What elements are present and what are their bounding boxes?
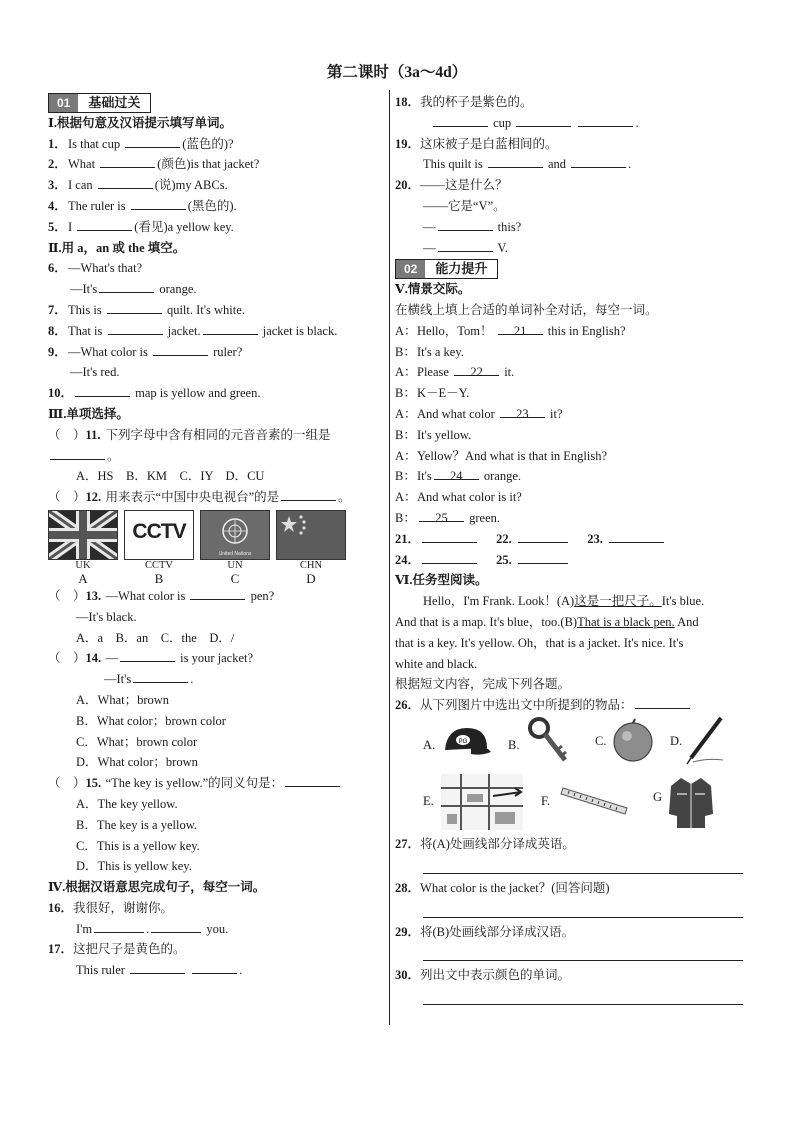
question-15: （ ）15. “The key is yellow.”的同义句是： xyxy=(48,773,383,794)
question-27: 27．将(A)处画线部分译成英语。 xyxy=(395,836,575,851)
cctv-logo-text: CCTV xyxy=(132,519,186,543)
passage-line-4: white and black. xyxy=(395,656,478,671)
question-14: （ ）14. — is your jacket? xyxy=(48,648,383,669)
question-19: 19．这床被子是白蓝相间的。 xyxy=(395,136,558,151)
section-number: 02 xyxy=(396,260,425,278)
part-vi-heading: Ⅵ.任务型阅读。 xyxy=(395,573,488,588)
answer-blank[interactable] xyxy=(438,238,493,252)
picture-label: C. xyxy=(595,733,607,748)
question-12-images xyxy=(48,510,383,586)
section-number: 01 xyxy=(49,94,78,112)
answer-blank[interactable] xyxy=(151,919,201,933)
question-30: 30．列出文中表示颜色的单词。 xyxy=(395,968,571,983)
china-flag-image[interactable] xyxy=(276,510,346,560)
question-15-option-b[interactable]: B．The key is a yellow. xyxy=(76,817,198,832)
answer-blank[interactable] xyxy=(192,960,237,974)
question-7: 7．This is quilt. It's white. xyxy=(48,300,383,321)
dialog-line: A：Hello，Tom！ 21 this in English? xyxy=(395,321,747,342)
question-26-pictures xyxy=(395,716,747,834)
answer-blank[interactable] xyxy=(518,529,568,543)
passage-line-1: Hello，I'm Frank. Look！(A)这是一把尺子。It's blue. xyxy=(423,594,705,609)
dialog xyxy=(395,321,747,529)
question-2: 2．What (颜色)is that jacket? xyxy=(48,154,383,175)
answer-blank[interactable] xyxy=(571,154,626,168)
cap-logo-text: PG xyxy=(458,738,468,745)
answer-blank[interactable] xyxy=(422,529,477,543)
question-14-option-c[interactable]: C．What；brown color xyxy=(76,734,198,749)
answer-blank[interactable] xyxy=(516,113,571,127)
picture-label: B. xyxy=(508,737,520,752)
answer-line[interactable] xyxy=(423,899,743,918)
picture-label: A. xyxy=(423,737,436,752)
key-picture[interactable] xyxy=(527,716,571,766)
question-4: 4．The ruler is (黑色的). xyxy=(48,196,383,217)
section-label: 基础过关 xyxy=(88,95,141,110)
question-1: 1．Is that cup (蓝色的)? xyxy=(48,134,383,155)
answer-line[interactable] xyxy=(423,855,743,874)
section-badge-advanced xyxy=(395,258,747,279)
picture-label: G xyxy=(653,789,663,804)
underlined-a: 这是一把尺子。 xyxy=(574,594,662,609)
map-picture[interactable] xyxy=(441,774,523,830)
un-flag-image[interactable] xyxy=(200,510,270,560)
answer-blank[interactable] xyxy=(130,960,185,974)
question-3: 3．I can (说)my ABCs. xyxy=(48,175,383,196)
question-29: 29．将(B)处画线部分译成汉语。 xyxy=(395,924,575,939)
question-6-answer: —It's orange. xyxy=(48,279,383,300)
answer-blank[interactable] xyxy=(609,529,664,543)
section-badge-basic xyxy=(48,92,383,113)
question-18: 18．我的杯子是紫色的。 xyxy=(395,95,533,109)
section-label: 能力提升 xyxy=(435,261,488,277)
dialog-line: B： 25 green. xyxy=(395,508,747,529)
answer-blank[interactable] xyxy=(281,487,336,501)
question-13-options[interactable]: A．a B．an C．the D．/ xyxy=(76,630,235,645)
answer-blank[interactable] xyxy=(488,154,543,168)
dialog-blank[interactable]: 21 xyxy=(498,321,543,335)
question-11-blank: 。 xyxy=(48,446,383,467)
question-9-answer: —It's red. xyxy=(70,365,120,380)
question-15-option-d[interactable]: D．This is yellow key. xyxy=(76,859,192,874)
question-17-answer: This ruler . xyxy=(48,960,383,981)
question-8: 8．That is jacket. jacket is black. xyxy=(48,321,383,342)
un-flag-text: United Nations xyxy=(218,550,252,557)
answer-blank[interactable] xyxy=(98,175,153,189)
answer-row-1: 21． 22. 23. xyxy=(395,529,747,550)
answer-blank[interactable] xyxy=(50,446,105,460)
option-letter: C xyxy=(230,570,240,586)
column-divider xyxy=(389,90,390,1025)
answer-line[interactable] xyxy=(423,986,743,1005)
answer-blank[interactable] xyxy=(133,669,188,683)
answer-blank[interactable] xyxy=(77,217,132,231)
question-15-option-c[interactable]: C．This is a yellow key. xyxy=(76,838,200,853)
question-11: （ ）11. 下列字母中含有相同的元音音素的一组是 xyxy=(48,427,331,442)
passage-line-3: that is a key. It's yellow. Oh，that is a jacket. It's nice. It's xyxy=(395,635,684,650)
question-16: 16．我很好，谢谢你。 xyxy=(48,900,174,915)
part-v-heading: Ⅴ.情景交际。 xyxy=(395,282,471,297)
jacket-picture[interactable] xyxy=(667,774,715,830)
option-letter: D xyxy=(306,570,316,586)
cap-picture[interactable] xyxy=(441,724,493,760)
picture-label: D. xyxy=(670,733,683,748)
question-20-line2: ——它是“V”。 xyxy=(423,198,506,213)
question-11-options[interactable]: A．HS B．KM C．IY D．CU xyxy=(76,469,265,484)
flag-caption: CCTV xyxy=(144,559,173,571)
answer-blank[interactable] xyxy=(422,550,477,564)
question-15-option-a[interactable]: A．The key yellow. xyxy=(76,796,178,811)
dialog-blank[interactable]: 23 xyxy=(500,404,545,418)
answer-blank[interactable] xyxy=(107,300,162,314)
question-20: 20．——这是什么？ xyxy=(395,178,508,193)
answer-blank[interactable] xyxy=(131,196,186,210)
question-12: （ ）12. 用来表示“中国中央电视台”的是 。 xyxy=(48,487,383,508)
answer-blank[interactable] xyxy=(153,342,208,356)
question-14-reply: —It's . xyxy=(48,669,383,690)
question-5: 5．I (看见)a yellow key. xyxy=(48,217,383,238)
question-14-option-a[interactable]: A．What；brown xyxy=(76,692,170,707)
uk-flag-image[interactable] xyxy=(48,510,118,560)
answer-blank[interactable] xyxy=(125,134,180,148)
question-10: 10． map is yellow and green. xyxy=(48,383,383,404)
cctv-logo-image[interactable] xyxy=(124,510,194,560)
option-letter: B xyxy=(154,570,164,586)
flag-caption: UN xyxy=(227,559,243,571)
part-v-instructions: 在横线上填上合适的单词补全对话，每空一词。 xyxy=(395,302,658,317)
answer-blank[interactable] xyxy=(108,321,163,335)
question-18-answer: cup . xyxy=(395,113,747,134)
question-28: 28．What color is the jacket？(回答问题) xyxy=(395,880,610,895)
question-13: （ ）13. —What color is pen? xyxy=(48,586,383,607)
pen-picture[interactable] xyxy=(683,716,729,766)
reading-instructions: 根据短文内容，完成下列各题。 xyxy=(395,677,571,692)
dialog-line: B：It's 24 orange. xyxy=(395,466,747,487)
answer-blank[interactable] xyxy=(518,550,568,564)
part-iii-heading: Ⅲ.单项选择。 xyxy=(48,406,129,421)
answer-line[interactable] xyxy=(423,942,743,961)
question-26: 26．从下列图片中选出文中所提到的物品： xyxy=(395,695,747,716)
picture-label: F. xyxy=(541,793,551,808)
part-i-heading: Ⅰ.根据句意及汉语提示填写单词。 xyxy=(48,115,232,130)
answer-blank[interactable] xyxy=(578,113,633,127)
flag-caption: UK xyxy=(75,559,91,571)
answer-blank[interactable] xyxy=(190,586,245,600)
question-9: 9．—What color is ruler? xyxy=(48,342,383,363)
dialog-line: B：K－E－Y. xyxy=(395,386,470,401)
answer-blank[interactable] xyxy=(438,217,493,231)
passage-line-2: And that is a map. It's blue，too.(B)That is a black pen. And xyxy=(395,614,699,629)
question-14-option-b[interactable]: B．What color；brown color xyxy=(76,713,226,728)
question-6: 6．—What's that? xyxy=(48,261,143,276)
dialog-line: B：It's a key. xyxy=(395,344,464,359)
dialog-line: B：It's yellow. xyxy=(395,427,472,442)
option-letter: A xyxy=(78,570,88,586)
dialog-blank[interactable]: 24 xyxy=(434,466,479,480)
question-16-answer: I'm . you. xyxy=(48,919,383,940)
dialog-line: A：And what color 23 it? xyxy=(395,404,747,425)
dialog-line: A：Yellow？And what is that in English? xyxy=(395,448,608,463)
part-iv-heading: Ⅳ.根据汉语意思完成句子，每空一词。 xyxy=(48,880,266,895)
right-column xyxy=(395,92,747,1005)
page-title: 第二课时（3a～4d） xyxy=(326,64,468,81)
answer-blank[interactable] xyxy=(120,648,175,662)
left-column xyxy=(48,92,383,981)
question-20-answer2: — V. xyxy=(395,238,747,259)
answer-blank[interactable] xyxy=(635,695,690,709)
answer-blank[interactable] xyxy=(285,773,340,787)
underlined-b: That is a black pen. xyxy=(577,614,675,629)
answer-blank[interactable] xyxy=(100,154,155,168)
part-ii-heading: Ⅱ.用 a，an 或 the 填空。 xyxy=(48,240,186,255)
dialog-blank[interactable]: 22 xyxy=(454,362,499,376)
picture-label: E. xyxy=(423,793,434,808)
answer-blank[interactable] xyxy=(203,321,258,335)
answer-blank[interactable] xyxy=(99,279,154,293)
dialog-line: A：Please 22 it. xyxy=(395,362,747,383)
question-17: 17．这把尺子是黄色的。 xyxy=(48,942,186,957)
flag-caption: CHN xyxy=(299,559,323,571)
answer-blank[interactable] xyxy=(94,919,144,933)
ruler-picture[interactable] xyxy=(559,784,629,818)
question-14-option-d[interactable]: D．What color；brown xyxy=(76,755,198,770)
dialog-blank[interactable]: 25 xyxy=(419,508,464,522)
question-13-reply: —It's black. xyxy=(76,609,137,624)
question-20-answer1: — this? xyxy=(395,217,747,238)
question-19-answer: This quilt is and . xyxy=(395,154,747,175)
answer-blank[interactable] xyxy=(433,113,488,127)
orange-picture[interactable] xyxy=(609,716,657,764)
answer-row-2: 24． 25. xyxy=(395,550,747,571)
dialog-line: A：And what color is it? xyxy=(395,490,522,505)
answer-blank[interactable] xyxy=(75,383,130,397)
